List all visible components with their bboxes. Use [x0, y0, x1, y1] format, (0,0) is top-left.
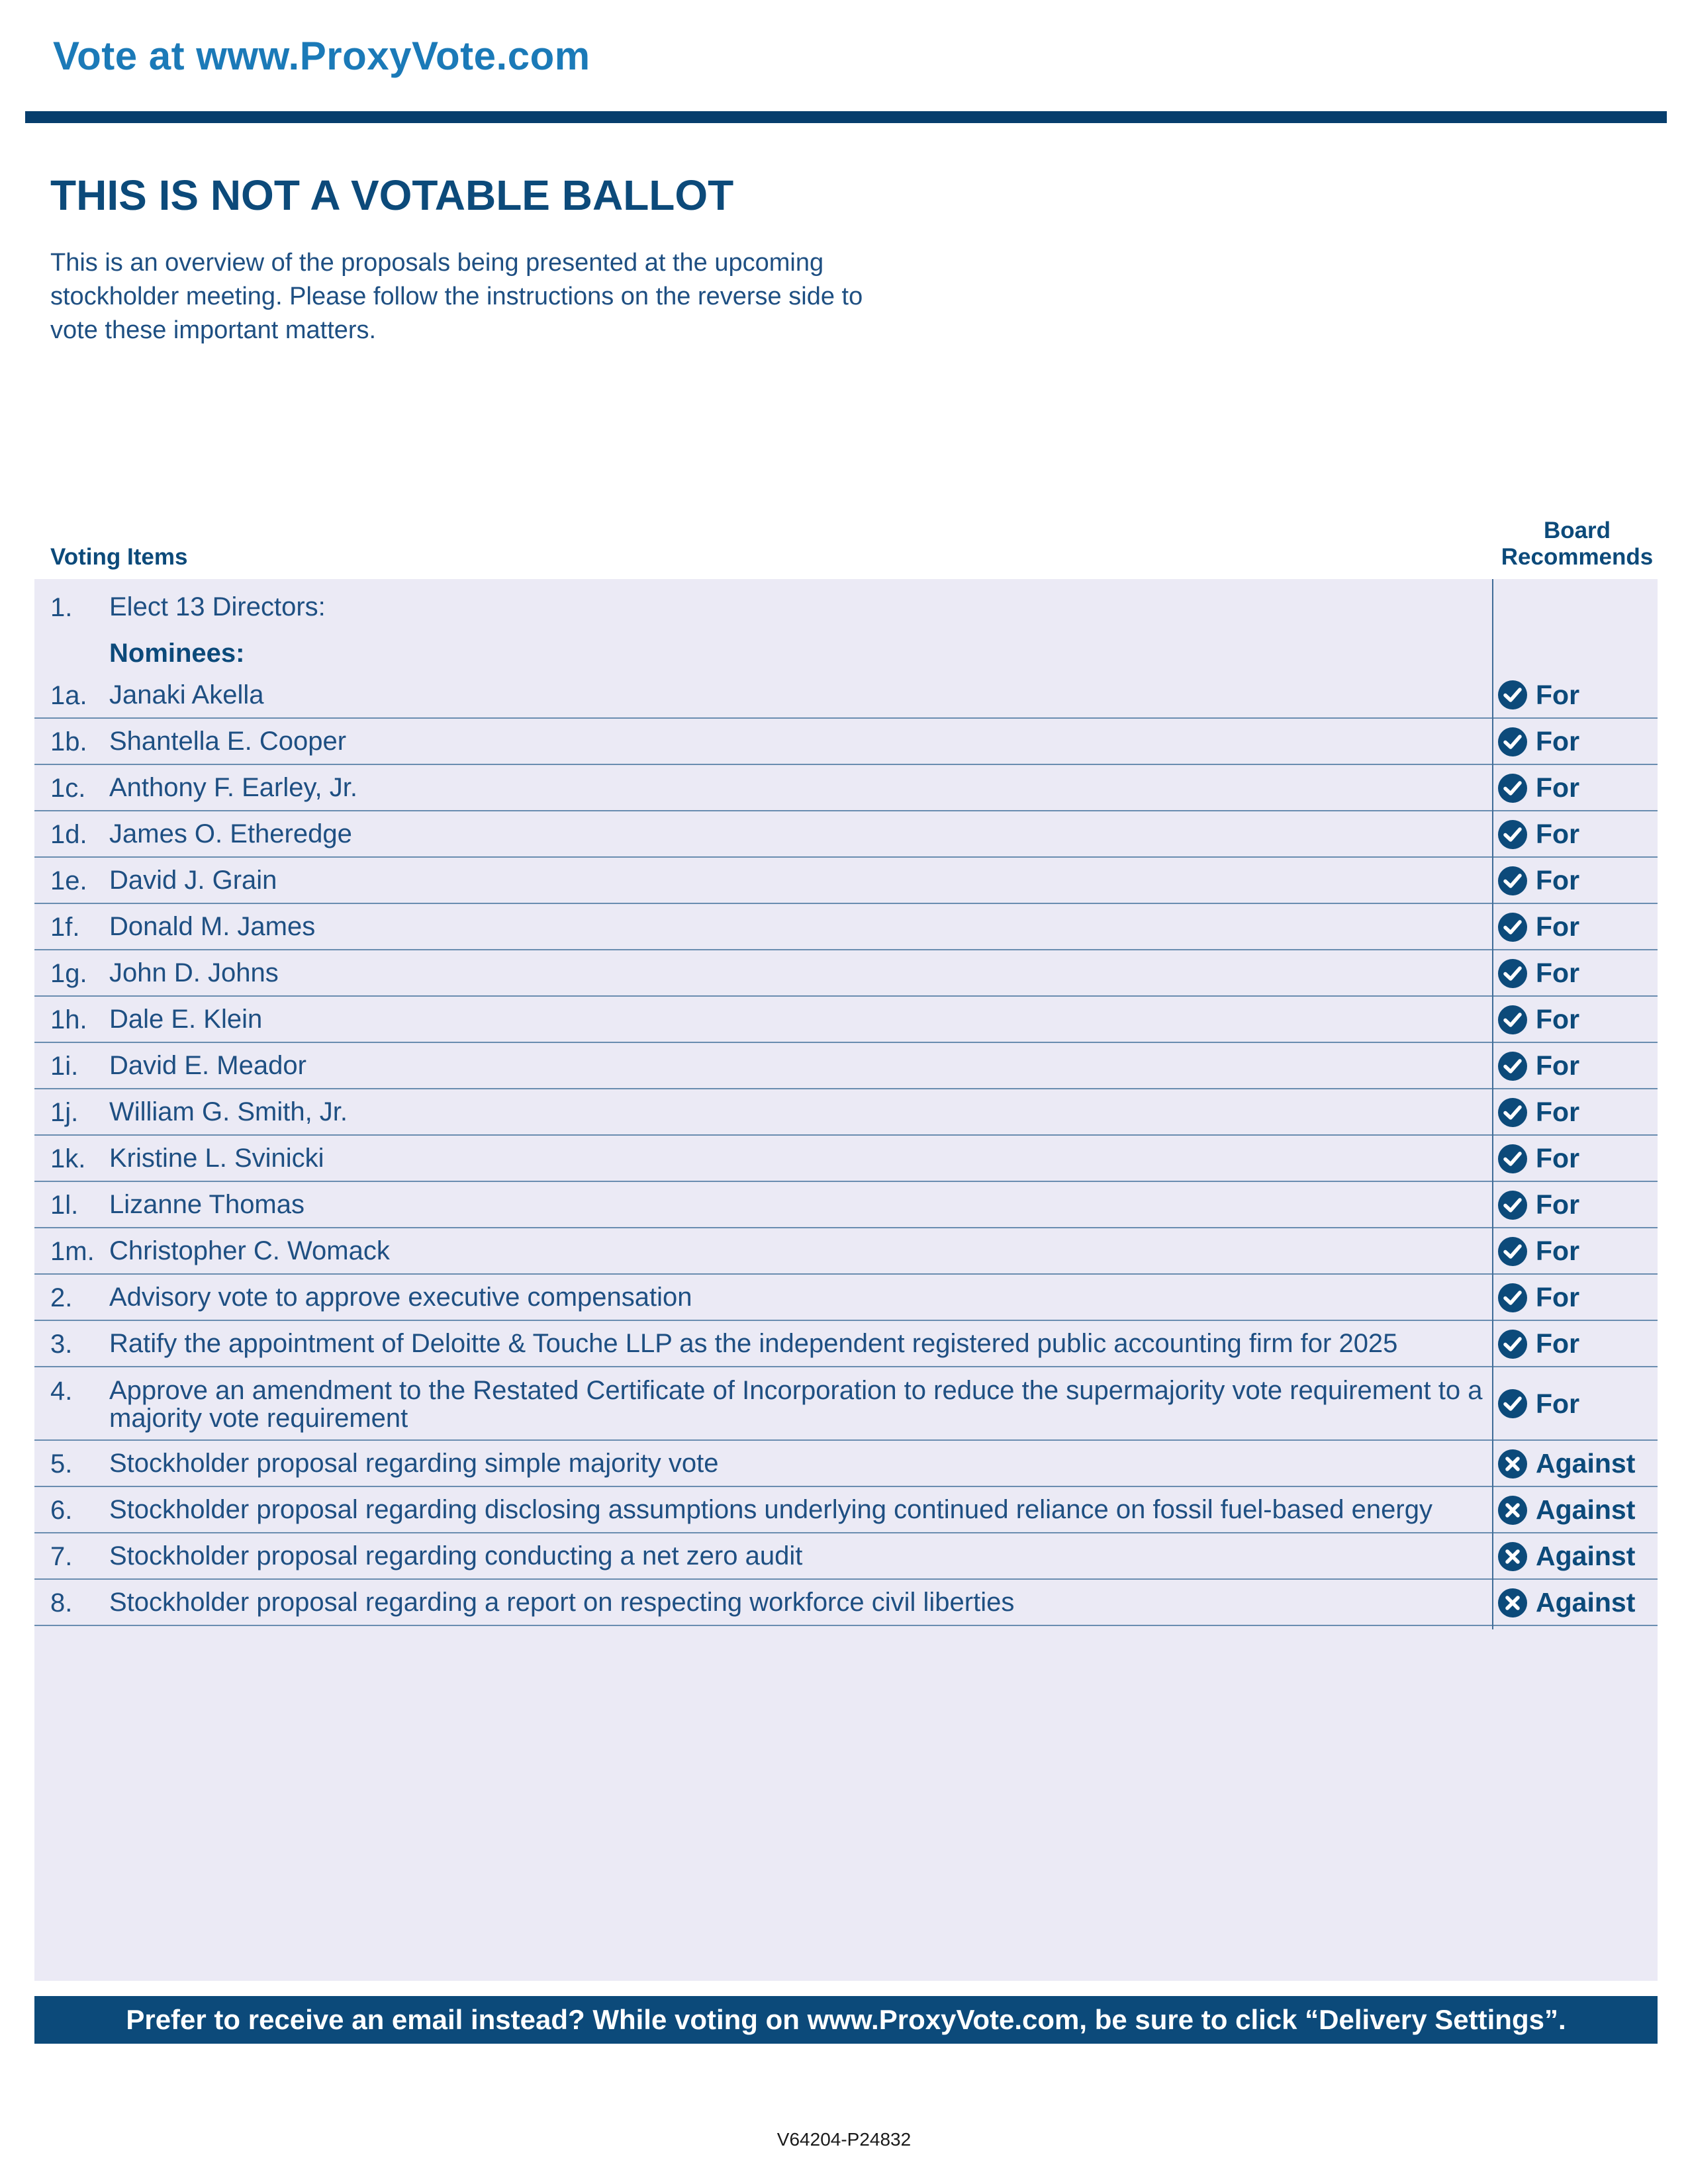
check-circle-icon — [1497, 1144, 1536, 1174]
item-text: John D. Johns — [109, 958, 279, 987]
recommendation-label: For — [1536, 865, 1580, 895]
delivery-settings-banner: Prefer to receive an email instead? While voting on www.ProxyVote.com, be sure to click “Delivery Settings”. — [34, 1996, 1658, 2044]
proxyvote-link[interactable]: Vote at www.ProxyVote.com — [53, 34, 590, 78]
item-number: 1l. — [50, 1191, 79, 1220]
recommendation-label: For — [1536, 772, 1580, 803]
check-circle-icon — [1497, 819, 1536, 850]
item-text: David E. Meador — [109, 1051, 306, 1080]
item-number: 1d. — [50, 820, 87, 849]
item-number: 1b. — [50, 727, 87, 756]
item-text: Christopher C. Womack — [109, 1236, 390, 1265]
item-text: Elect 13 Directors: — [109, 592, 326, 621]
proposal-heading-row — [34, 590, 1658, 625]
check-circle-icon — [1497, 912, 1536, 942]
nominees-label-row — [34, 637, 1658, 671]
table-row — [34, 1367, 1658, 1441]
check-circle-icon — [1497, 1097, 1536, 1128]
document-code: V64204-P24832 — [776, 2129, 912, 2150]
table-row — [34, 765, 1658, 811]
item-text: Janaki Akella — [109, 680, 264, 709]
board-recommendation — [1497, 1388, 1579, 1420]
board-recommendation — [1497, 1328, 1579, 1359]
item-text: Kristine L. Svinicki — [109, 1144, 324, 1173]
item-text: Stockholder proposal regarding conducting a net zero audit — [109, 1541, 803, 1570]
table-row — [34, 1228, 1658, 1275]
board-recommendation — [1497, 1143, 1579, 1174]
table-row — [34, 904, 1658, 950]
item-text: Ratify the appointment of Deloitte & Touche LLP as the independent registered public accounting firm for 2025 — [109, 1329, 1398, 1358]
board-recommendation — [1497, 958, 1579, 989]
recommendation-label: Against — [1536, 1587, 1636, 1617]
recommendation-label: For — [1536, 1282, 1580, 1312]
item-number: 1. — [50, 593, 73, 622]
check-circle-icon — [1497, 1051, 1536, 1081]
recommendation-label: For — [1536, 911, 1580, 942]
recommendation-label: For — [1536, 1328, 1580, 1359]
item-number: 1a. — [50, 680, 87, 710]
table-row — [34, 1275, 1658, 1321]
table-row — [34, 1533, 1658, 1580]
recommendation-label: For — [1536, 679, 1580, 710]
board-recommendation — [1497, 772, 1579, 803]
x-circle-icon — [1497, 1588, 1536, 1618]
board-header-line2: Recommends — [1501, 544, 1654, 570]
item-number: 7. — [50, 1542, 73, 1571]
board-recommendation — [1497, 819, 1579, 850]
table-row — [34, 1043, 1658, 1089]
table-row — [34, 1182, 1658, 1228]
recommendation-label: For — [1536, 1189, 1580, 1220]
nominees-label: Nominees: — [109, 639, 245, 668]
check-circle-icon — [1497, 866, 1536, 896]
item-text: Lizanne Thomas — [109, 1190, 305, 1219]
recommendation-label: For — [1536, 1004, 1580, 1034]
recommendation-label: Against — [1536, 1494, 1636, 1525]
check-circle-icon — [1497, 773, 1536, 803]
check-circle-icon — [1497, 958, 1536, 989]
recommendation-label: Against — [1536, 1448, 1636, 1479]
item-number: 1h. — [50, 1005, 87, 1034]
table-row — [34, 672, 1658, 719]
page-title: THIS IS NOT A VOTABLE BALLOT — [50, 171, 734, 219]
recommendation-label: For — [1536, 1143, 1580, 1173]
item-number: 6. — [50, 1496, 73, 1525]
board-recommendation — [1497, 1236, 1579, 1267]
item-text: Stockholder proposal regarding disclosing assumptions underlying continued reliance on fossil fuel-based energy — [109, 1495, 1432, 1524]
header-divider — [25, 111, 1667, 123]
item-number: 1j. — [50, 1098, 79, 1127]
recommendation-label: For — [1536, 1236, 1580, 1266]
check-circle-icon — [1497, 727, 1536, 757]
item-number: 1e. — [50, 866, 87, 895]
table-row — [34, 1089, 1658, 1136]
table-row — [34, 811, 1658, 858]
item-number: 1m. — [50, 1237, 95, 1266]
board-header-line1: Board — [1543, 518, 1611, 543]
recommendation-label: For — [1536, 726, 1580, 756]
recommendation-label: For — [1536, 819, 1580, 849]
recommendation-label: For — [1536, 1097, 1580, 1127]
item-text: Donald M. James — [109, 912, 316, 941]
item-number: 2. — [50, 1283, 73, 1312]
table-row — [34, 1580, 1658, 1626]
item-number: 5. — [50, 1449, 73, 1479]
check-circle-icon — [1497, 1236, 1536, 1267]
item-text: James O. Etheredge — [109, 819, 352, 848]
item-text: Advisory vote to approve executive compensation — [109, 1283, 692, 1312]
table-row — [34, 719, 1658, 765]
item-text: Anthony F. Earley, Jr. — [109, 773, 357, 802]
item-number: 3. — [50, 1330, 73, 1359]
x-circle-icon — [1497, 1449, 1536, 1479]
board-recommendation — [1497, 1587, 1635, 1618]
column-divider — [1492, 579, 1493, 1629]
table-row — [34, 1136, 1658, 1182]
recommendation-label: For — [1536, 958, 1580, 988]
check-circle-icon — [1497, 1283, 1536, 1313]
check-circle-icon — [1497, 680, 1536, 710]
x-circle-icon — [1497, 1495, 1536, 1525]
recommendation-label: For — [1536, 1388, 1580, 1419]
board-recommendation — [1497, 680, 1579, 711]
item-number: 1k. — [50, 1144, 86, 1173]
board-recommendation — [1497, 1189, 1579, 1220]
item-number: 1c. — [50, 774, 86, 803]
board-recommendation — [1497, 726, 1579, 757]
item-text: Stockholder proposal regarding simple majority vote — [109, 1449, 719, 1478]
item-text: William G. Smith, Jr. — [109, 1097, 348, 1126]
table-row — [34, 858, 1658, 904]
table-row — [34, 950, 1658, 997]
item-text: Shantella E. Cooper — [109, 727, 347, 756]
item-number: 1g. — [50, 959, 87, 988]
item-text: Approve an amendment to the Restated Certificate of Incorporation to reduce the supermajority vote requirement to a majority vote requirement — [109, 1376, 1483, 1433]
board-recommendation — [1497, 911, 1579, 942]
board-recommendation — [1497, 1282, 1579, 1313]
board-recommendation — [1497, 865, 1579, 896]
table-row — [34, 997, 1658, 1043]
recommendation-label: Against — [1536, 1541, 1636, 1571]
check-circle-icon — [1497, 1329, 1536, 1359]
board-recommendation — [1497, 1448, 1635, 1479]
intro-paragraph: This is an overview of the proposals being presented at the upcoming stockholder meeting. Please follow the instructions on the reverse side to vote these important matters. — [50, 249, 863, 344]
item-number: 4. — [50, 1377, 73, 1406]
item-text: Stockholder proposal regarding a report on respecting workforce civil liberties — [109, 1588, 1015, 1617]
board-recommends-header — [1493, 518, 1662, 570]
board-recommendation — [1497, 1050, 1579, 1081]
table-row — [34, 1487, 1658, 1533]
board-recommendation — [1497, 1004, 1579, 1035]
board-recommendation — [1497, 1541, 1635, 1572]
table-row — [34, 1441, 1658, 1487]
item-number: 8. — [50, 1588, 73, 1617]
item-number: 1f. — [50, 913, 80, 942]
board-recommendation — [1497, 1097, 1579, 1128]
check-circle-icon — [1497, 1190, 1536, 1220]
recommendation-label: For — [1536, 1050, 1580, 1081]
check-circle-icon — [1497, 1388, 1536, 1419]
item-text: Dale E. Klein — [109, 1005, 263, 1034]
board-recommendation — [1497, 1494, 1635, 1525]
item-number: 1i. — [50, 1052, 79, 1081]
check-circle-icon — [1497, 1005, 1536, 1035]
table-row — [34, 1321, 1658, 1367]
voting-items-header: Voting Items — [50, 544, 188, 570]
x-circle-icon — [1497, 1541, 1536, 1572]
item-text: David J. Grain — [109, 866, 277, 895]
